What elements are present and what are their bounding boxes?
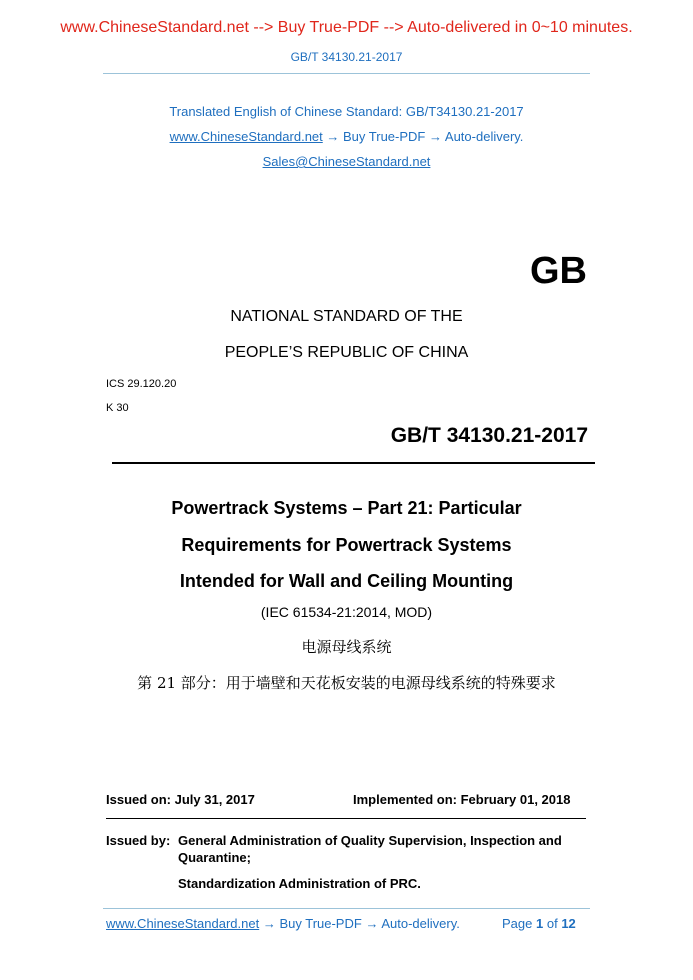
implemented-on: Implemented on: February 01, 2018: [353, 792, 571, 807]
chinese-title-line2: 第 21 部分：用于墙壁和天花板安装的电源母线系统的特殊要求: [137, 674, 556, 692]
title-line3: Intended for Wall and Ceiling Mounting: [179, 571, 514, 591]
title-line2: Requirements for Powertrack Systems: [181, 535, 512, 555]
header-divider: [103, 73, 590, 74]
issued-by-label: Issued by:: [106, 833, 171, 848]
footer-auto-text: Auto-delivery.: [381, 916, 460, 931]
issued-by-org1-cont: Quarantine;: [178, 850, 251, 865]
gb-logo: GB: [530, 250, 587, 292]
issued-on: Issued on: July 31, 2017: [106, 792, 255, 807]
email-line: [0, 154, 693, 169]
auto-delivery-text: Auto-delivery.: [444, 129, 524, 144]
chinese-title-line1: 电源母线系统: [301, 638, 392, 656]
footer-buy-line: [106, 916, 460, 931]
translation-buy-line: [0, 129, 693, 144]
ccs-code: K 30: [106, 402, 129, 414]
standard-number-rule: [112, 462, 595, 464]
issue-divider: [106, 818, 586, 819]
page-current: 1: [536, 916, 544, 931]
issued-by-org1: General Administration of Quality Supervision, Inspection and: [178, 833, 562, 848]
translation-note: Translated English of Chinese Standard: GB/T34130.21-2017: [169, 104, 524, 119]
issued-by-org2: Standardization Administration of PRC.: [178, 876, 421, 891]
header-standard-code: GB/T 34130.21-2017: [290, 50, 403, 64]
footer-site-link[interactable]: www.ChineseStandard.net: [106, 916, 260, 931]
national-standard-line1: NATIONAL STANDARD OF THE: [230, 308, 463, 325]
arrow-right-icon: →: [365, 916, 379, 931]
iec-reference: (IEC 61534-21:2014, MOD): [260, 604, 433, 620]
arrow-right-icon: →: [429, 129, 442, 144]
page-indicator: [502, 916, 576, 931]
standard-number: GB/T 34130.21-2017: [390, 424, 588, 447]
page-of: of: [546, 916, 558, 931]
national-standard-line2: PEOPLE’S REPUBLIC OF CHINA: [224, 344, 469, 361]
title-line1: Powertrack Systems – Part 21: Particular: [171, 498, 522, 518]
page-total: 12: [561, 916, 576, 931]
footer-divider: [103, 908, 590, 909]
sales-email-link[interactable]: Sales@ChineseStandard.net: [262, 154, 431, 169]
buy-true-pdf-text: Buy True-PDF: [343, 129, 426, 144]
top-banner-link[interactable]: www.ChineseStandard.net --> Buy True-PDF --> Auto-delivered in 0~10 minutes.: [60, 19, 633, 36]
arrow-right-icon: →: [262, 916, 276, 931]
arrow-right-icon: →: [326, 129, 340, 144]
page-label: Page: [502, 916, 533, 931]
site-link[interactable]: www.ChineseStandard.net: [169, 129, 323, 144]
ics-code: ICS 29.120.20: [106, 378, 177, 390]
footer-buy-text: Buy True-PDF: [279, 916, 362, 931]
